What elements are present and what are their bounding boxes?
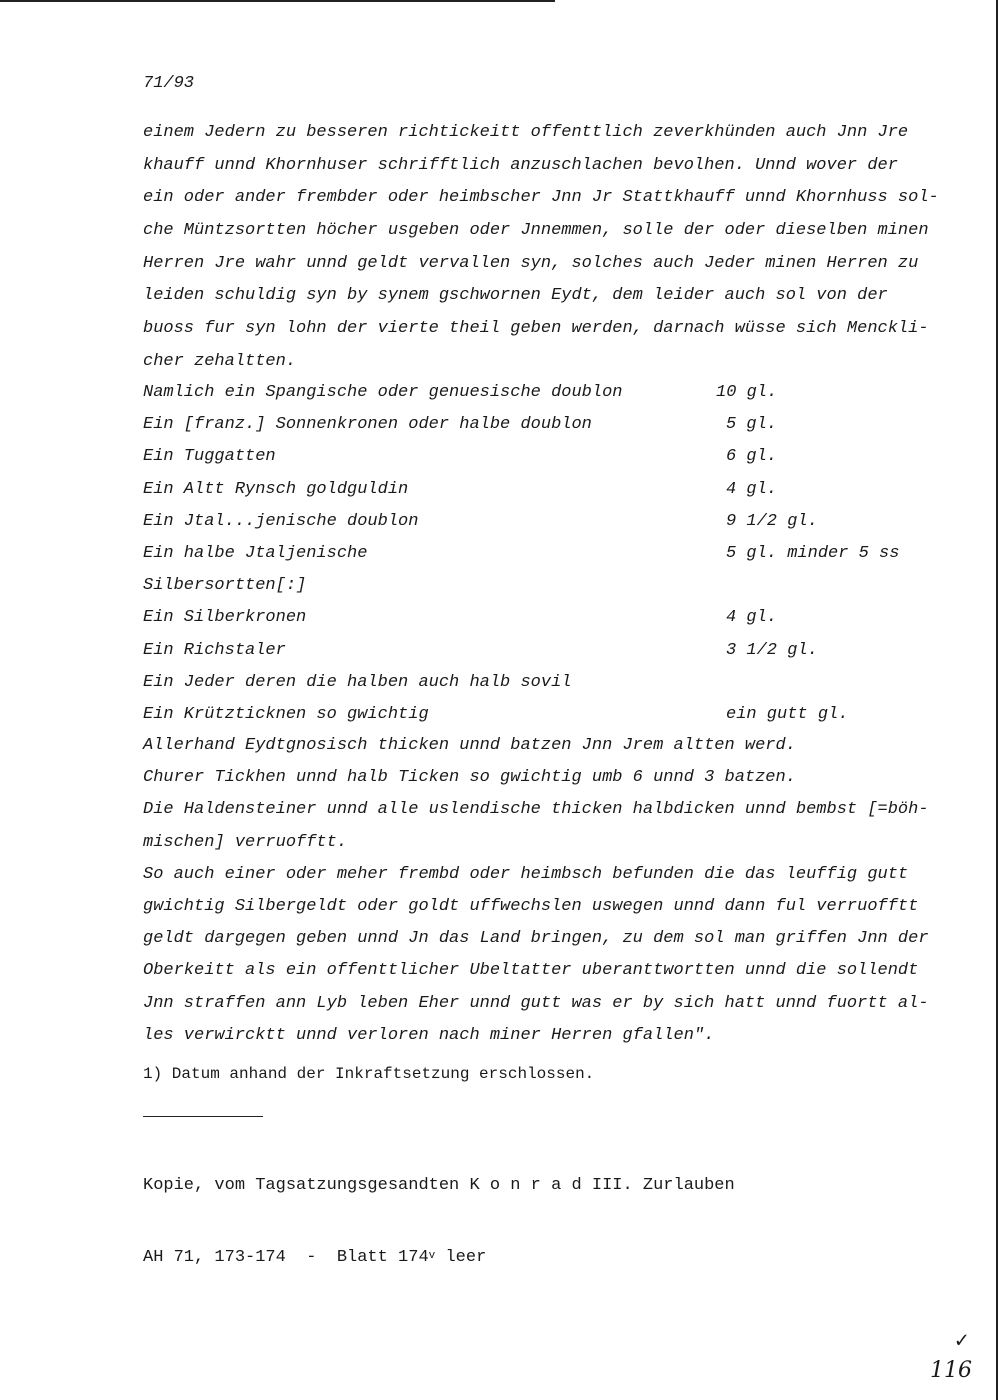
coin-name: Silbersortten[:] [143,576,307,596]
archive-page-number: 116 [930,1358,972,1383]
text-line: geldt dargegen geben unnd Jn das Land bringen, zu dem sol man griffen Jnn der [143,929,929,949]
verso-mark: v [428,1250,436,1262]
text-line: Jnn straffen ann Lyb leben Eher unnd gutt was er by sich hatt unnd fuortt al- [143,993,929,1013]
coin-row [143,602,933,634]
text-line: einem Jedern zu besseren richtickeitt offenttlich zeverkhünden auch Jnn Jre [143,123,909,142]
coin-value: 6 gl. [726,447,778,467]
coin-name: Ein Silberkronen [143,608,307,628]
source-note [143,1126,735,1294]
coin-value: 5 gl. minder 5 ss [726,543,900,563]
checkmark-icon: ✓ [955,1329,969,1354]
text-line: cher zehaltten. [143,351,297,371]
source-ref-suffix: leer [435,1248,487,1267]
coin-name: Ein Richstaler [143,640,286,660]
coin-name: Ein Krützticknen so gwichtig [143,704,429,724]
text-line: Churer Tickhen unnd halb Ticken so gwichtig umb 6 unnd 3 batzen. [143,768,796,788]
coin-value: 5 gl. [726,415,778,435]
coin-name: Ein Altt Rynsch goldguldin [143,479,409,499]
page-border-right [996,0,998,1400]
coin-value: ein gutt gl. [726,704,849,724]
coin-row [143,409,933,441]
source-line-1: Kopie, vom Tagsatzungsgesandten K o n r a d III. Zurlauben [143,1176,735,1195]
source-ref: AH 71, 173-174 - Blatt 174 [143,1248,429,1267]
coin-value: 4 gl. [726,608,778,628]
text-line: Allerhand Eydtgnosisch thicken unnd batzen Jnn Jrem altten werd. [143,736,796,755]
coin-value-table [143,377,933,731]
footnote: 1) Datum anhand der Inkraftsetzung erschlossen. [143,1065,595,1083]
coin-row [143,474,933,506]
text-line: gwichtig Silbergeldt oder goldt uffwechslen uswegen unnd dann ful verruofftt [143,896,919,916]
text-line: Herren Jre wahr unnd geldt vervallen syn, solches auch Jeder minen Herren zu [143,253,919,273]
page-reference: 71/93 [143,74,195,93]
text-line: Die Haldensteiner unnd alle uslendische thicken halbdicken unnd bembst [=böh- [143,800,929,820]
coin-value: 9 1/2 gl. [726,511,818,531]
text-line: mischen] verruofftt. [143,832,348,852]
page-border-top [0,0,555,2]
paragraph-decree [143,117,939,379]
text-line: che Müntzsortten höcher usgeben oder Jnnemmen, solle der oder dieselben minen [143,221,929,241]
coin-row [143,570,933,602]
coin-row [143,538,933,570]
coin-name: Namlich ein Spangische oder genuesische doublon [143,383,623,402]
source-line-2 [143,1246,735,1270]
paragraph-regulations [143,730,933,1052]
coin-value: 3 1/2 gl. [726,640,818,660]
coin-value: 4 gl. [726,479,778,499]
footnote-divider [143,1116,263,1117]
coin-row [143,699,933,731]
coin-row [143,506,933,538]
coin-row [143,441,933,473]
coin-value: 10 gl. [716,383,778,402]
coin-name: Ein halbe Jtaljenische [143,543,368,563]
coin-row [143,667,933,699]
text-line: khauff unnd Khornhuser schrifftlich anzuschlachen bevolhen. Unnd wover der [143,155,898,175]
coin-name: Ein Jtal...jenische doublon [143,511,419,531]
coin-row [143,377,933,409]
text-line: leiden schuldig syn by synem gschwornen Eydt, dem leider auch sol von der [143,286,888,306]
text-line: ein oder ander frembder oder heimbscher Jnn Jr Stattkhauff unnd Khornhuss sol- [143,188,939,208]
text-line: les verwircktt unnd verloren nach miner Herren gfallen". [143,1025,715,1045]
text-line: buoss fur syn lohn der vierte theil geben werden, darnach wüsse sich Menckli- [143,319,929,339]
coin-name: Ein [franz.] Sonnenkronen oder halbe doublon [143,415,592,435]
coin-name: Ein Jeder deren die halben auch halb sovil [143,672,572,692]
text-line: Oberkeitt als ein offenttlicher Ubeltatter uberanttwortten unnd die sollendt [143,961,919,981]
coin-row [143,635,933,667]
text-line: So auch einer oder meher frembd oder heimbsch befunden die das leuffig gutt [143,864,909,884]
coin-name: Ein Tuggatten [143,447,276,467]
